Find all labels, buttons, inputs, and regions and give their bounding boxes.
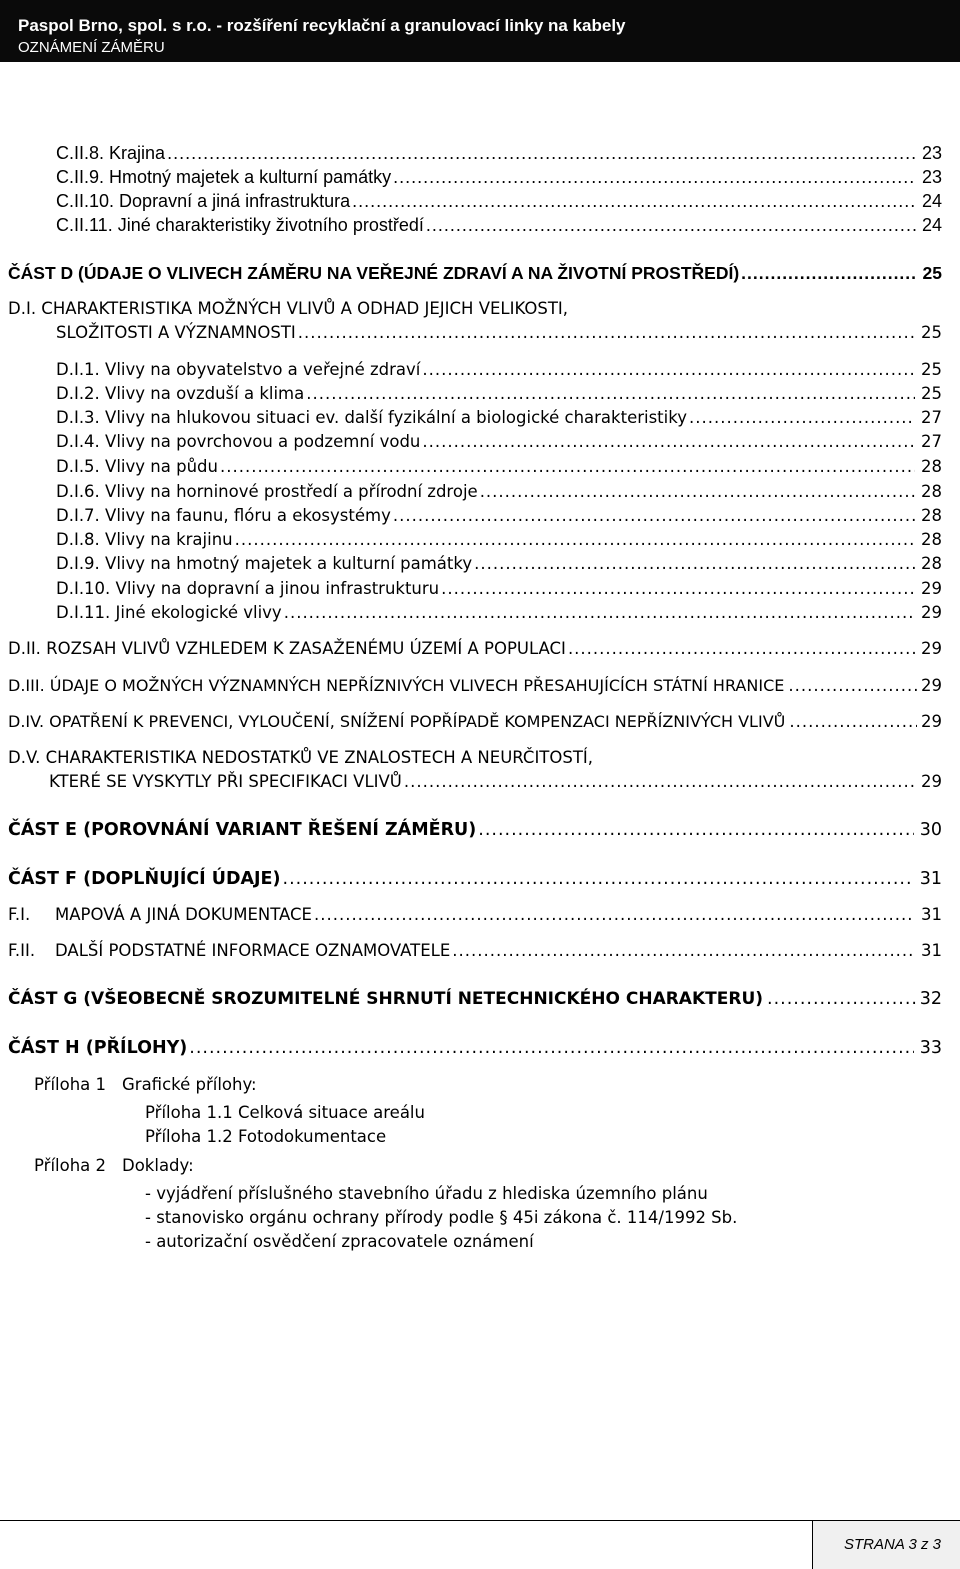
toc-page-number: 23 [921, 167, 942, 187]
toc-page-number: 28 [921, 554, 942, 573]
toc-entry[interactable]: D.I.4. Vlivy na povrchovou a podzemní vodu ..... 27 [56, 431, 942, 453]
toc-entry[interactable]: D.I.8. Vlivy na krajinu ..... 28 [56, 529, 942, 551]
annex-label: Příloha 1 [34, 1075, 107, 1094]
toc-entry-line1[interactable]: D.I. CHARAKTERISTIKA MOŽNÝCH VLIVŮ A ODHAD JEJICH VELIKOSTI, [8, 299, 569, 318]
toc-page-number: 29 [921, 712, 942, 731]
toc-leader [478, 819, 913, 841]
annex-2 [34, 1155, 194, 1177]
toc-entry[interactable]: D.I.6. Vlivy na horninové prostředí a přírodní zdroje ..... 28 [56, 481, 942, 503]
toc-entry[interactable]: D.I.3. Vlivy na hlukovou situaci ev. další fyzikální a biologické charakteristiky ..... 27 [56, 407, 942, 429]
annex-item: Příloha 1.2 Fotodokumentace [145, 1127, 387, 1146]
document-header [0, 0, 960, 62]
annex-item: - stanovisko orgánu ochrany přírody podle § 45i zákona č. 114/1992 Sb. [145, 1208, 738, 1227]
toc-leader [235, 529, 915, 551]
page-footer [812, 1521, 960, 1569]
annex-label: Příloha 2 [34, 1156, 107, 1175]
toc-leader [393, 166, 916, 188]
toc-entry[interactable]: C.II.9. Hmotný majetek a kulturní památky ..... 23 [56, 166, 942, 188]
toc-leader [767, 988, 916, 1010]
annex-title: Doklady: [122, 1156, 194, 1175]
annex-item: - vyjádření příslušného stavebního úřadu z hlediska územního plánu [145, 1184, 708, 1203]
toc-leader [474, 553, 915, 575]
annex-title: Grafické přílohy: [122, 1075, 257, 1094]
toc-page-number: 28 [921, 457, 942, 476]
toc-leader [741, 262, 916, 284]
toc-page-number: 29 [921, 603, 942, 622]
toc-entry[interactable]: D.I.2. Vlivy na ovzduší a klima ..... 25 [56, 383, 942, 405]
toc-page-number: 27 [921, 408, 942, 427]
toc-part-f[interactable]: ČÁST F (DOPLŇUJÍCÍ ÚDAJE) ..... 31 [8, 868, 942, 890]
toc-entry[interactable]: D.I.7. Vlivy na faunu, flóru a ekosystémy ..... 28 [56, 505, 942, 527]
toc-entry[interactable]: D.I.10. Vlivy na dopravní a jinou infrastrukturu ..... 29 [56, 578, 942, 600]
toc-page-number: 29 [921, 676, 942, 695]
toc-leader [314, 904, 915, 926]
toc-leader [788, 675, 917, 697]
toc-leader [393, 505, 915, 527]
annex-item: - autorizační osvědčení zpracovatele oznámení [145, 1232, 534, 1251]
toc-part-g[interactable]: ČÁST G (VŠEOBECNĚ SROZUMITELNÉ SHRNUTÍ NETECHNICKÉHO CHARAKTERU) ..... 32 [8, 988, 942, 1010]
toc-leader [352, 190, 916, 212]
toc-page-number: 28 [921, 530, 942, 549]
toc-page-number: 24 [921, 191, 942, 211]
page-number-label: STRANA 3 z 3 [844, 1536, 941, 1553]
toc-entry[interactable]: C.II.10. Dopravní a jiná infrastruktura ..... 24 [56, 190, 942, 212]
toc-entry[interactable]: KTERÉ SE VYSKYTLY PŘI SPECIFIKACI VLIVŮ ..... 29 [49, 771, 942, 793]
toc-entry[interactable]: D.I.1. Vlivy na obyvatelstvo a veřejné zdraví ..... 25 [56, 359, 942, 381]
toc-page-number: 31 [921, 905, 942, 924]
toc-page-number: 29 [921, 639, 942, 658]
toc-part-d[interactable]: ČÁST D (ÚDAJE O VLIVECH ZÁMĚRU NA VEŘEJNÉ ZDRAVÍ A NA ŽIVOTNÍ PROSTŘEDÍ) ..... 25 [8, 262, 942, 284]
header-title: Paspol Brno, spol. s r.o. - rozšíření recyklační a granulovací linky na kabely [18, 16, 626, 35]
toc-leader [426, 214, 916, 236]
toc-leader [568, 638, 915, 660]
toc-page-number: 29 [921, 579, 942, 598]
toc-page-number: 25 [921, 384, 942, 403]
toc-entry[interactable]: C.II.8. Krajina ..... 23 [56, 142, 942, 164]
toc-page-number: 25 [921, 323, 942, 342]
annex-1 [34, 1074, 257, 1096]
toc-leader [189, 1037, 913, 1059]
toc-entry[interactable]: D.I.11. Jiné ekologické vlivy ..... 29 [56, 602, 942, 624]
toc-leader [422, 359, 915, 381]
toc-page-number: 24 [921, 215, 942, 235]
toc-entry[interactable]: F.II. DALŠÍ PODSTATNÉ INFORMACE OZNAMOVATELE ..... 31 [8, 940, 942, 962]
toc-page-number: 27 [921, 432, 942, 451]
toc-page-number: 28 [921, 482, 942, 501]
toc-page-number: 29 [921, 772, 942, 791]
toc-part-h[interactable]: ČÁST H (PŘÍLOHY) ..... 33 [8, 1037, 942, 1059]
toc-part-e[interactable]: ČÁST E (POROVNÁNÍ VARIANT ŘEŠENÍ ZÁMĚRU) ..... 30 [8, 819, 942, 841]
toc-entry[interactable]: D.III. ÚDAJE O MOŽNÝCH VÝZNAMNÝCH NEPŘÍZNIVÝCH VLIVECH PŘESAHUJÍCÍCH STÁTNÍ HRANICE ..... 29 [8, 675, 942, 697]
toc-entry[interactable]: D.I.9. Vlivy na hmotný majetek a kulturní památky ..... 28 [56, 553, 942, 575]
toc-entry[interactable]: F.I. MAPOVÁ A JINÁ DOKUMENTACE ..... 31 [8, 904, 942, 926]
toc-entry[interactable]: D.IV. OPATŘENÍ K PREVENCI, VYLOUČENÍ, SNÍŽENÍ POPŘÍPADĚ KOMPENZACI NEPŘÍZNIVÝCH VLIVŮ ..... 29 [8, 711, 942, 733]
toc-page-number: 30 [919, 820, 942, 840]
toc-page-number: 23 [921, 143, 942, 163]
toc-entry-line1[interactable]: D.V. CHARAKTERISTIKA NEDOSTATKŮ VE ZNALOSTECH A NEURČITOSTÍ, [8, 748, 594, 767]
toc-leader [452, 940, 915, 962]
toc-leader [167, 142, 916, 164]
toc-page-number: 25 [921, 360, 942, 379]
header-subtitle: OZNÁMENÍ ZÁMĚRU [18, 39, 165, 56]
toc-leader [283, 868, 914, 890]
toc-leader [220, 456, 915, 478]
toc-entry[interactable]: D.I.5. Vlivy na půdu ..... 28 [56, 456, 942, 478]
toc-leader [284, 602, 915, 624]
toc-leader [689, 407, 915, 429]
annex-item: Příloha 1.1 Celková situace areálu [145, 1103, 425, 1122]
toc-entry[interactable]: SLOŽITOSTI A VÝZNAMNOSTI ..... 25 [56, 322, 942, 344]
toc-page-number: 28 [921, 506, 942, 525]
toc-leader [422, 431, 915, 453]
toc-page-number: 31 [921, 941, 942, 960]
toc-page-number: 25 [922, 263, 942, 283]
toc-page-number: 33 [919, 1038, 942, 1058]
toc-entry[interactable]: D.II. ROZSAH VLIVŮ VZHLEDEM K ZASAŽENÉMU ÚZEMÍ A POPULACI ..... 29 [8, 638, 942, 660]
toc-leader [404, 771, 915, 793]
toc-leader [441, 578, 915, 600]
toc-leader [789, 711, 917, 733]
toc-page-number: 32 [919, 989, 942, 1009]
toc-leader [480, 481, 915, 503]
toc-leader [298, 322, 915, 344]
toc-entry[interactable]: C.II.11. Jiné charakteristiky životního prostředí ..... 24 [56, 214, 942, 236]
toc-leader [306, 383, 915, 405]
toc-page-number: 31 [919, 869, 942, 889]
